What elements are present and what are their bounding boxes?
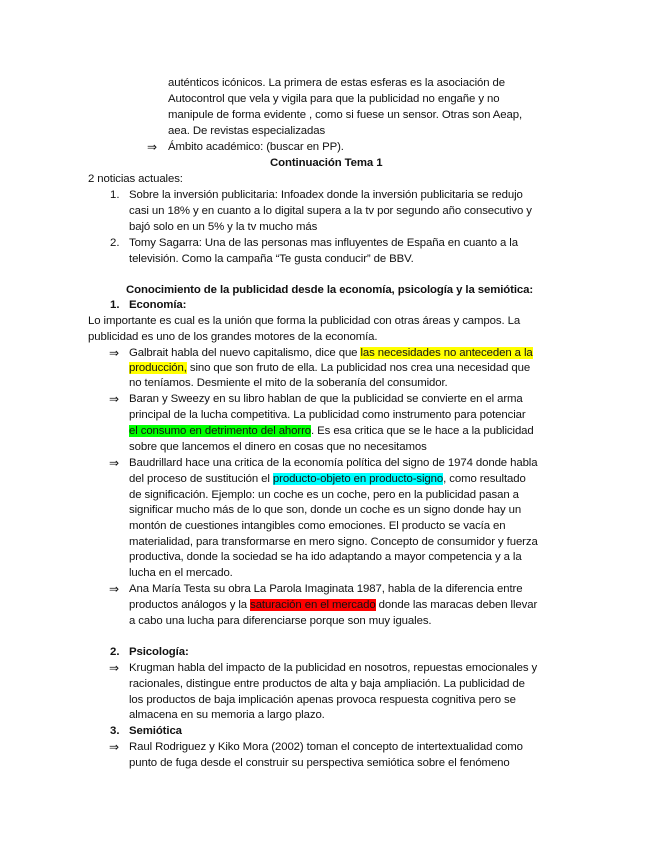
noticia-1-line-3: bajó solo en un 5% y la tv mucho más — [129, 221, 318, 233]
testa-line-3: a cabo una lucha para diferenciarse porque son muy iguales. — [129, 615, 432, 627]
arrow-bullet-icon: ⇒ — [109, 346, 120, 360]
section-number: 2. — [110, 646, 120, 658]
arrow-bullet-icon: ⇒ — [147, 140, 158, 154]
testa-line-2: productos análogos y la saturación en el mercado donde las maracas deben llevar — [129, 599, 538, 611]
economia-para-line-1: Lo importante es cual es la unión que forma la publicidad con otras áreas y campos. La — [88, 315, 521, 327]
baudrillard-line-4: significar mucho más de lo que son, donde un coche es un signo donde hay un — [129, 504, 522, 516]
baudrillard-line-1: Baudrillard hace una critica de la economía política del signo de 1974 donde habla — [129, 457, 538, 469]
krugman-line-2: racionales, distingue entre productos de alta y baja ampliación. La publicidad de — [129, 678, 525, 690]
ambito-academico: Ámbito académico: (buscar en PP). — [168, 141, 344, 153]
arrow-bullet-icon: ⇒ — [109, 661, 120, 675]
highlight-red: saturación en el mercado — [250, 599, 376, 611]
intro-line-3: manipule de forma evidente , como si fuese un sensor. Otras son Aeap, — [168, 109, 523, 121]
noticia-1-line-2: casi un 18% y en cuanto a lo digital supera a la tv por segundo año consecutivo y — [129, 205, 532, 217]
baudrillard-line-8: lucha en el mercado. — [129, 567, 233, 579]
krugman-line-4: almacena en su memoria a largo plazo. — [129, 709, 325, 721]
raul-line-2: punto de fuga desde el construir su perspectiva semiótica sobre el fenómeno — [129, 757, 510, 769]
arrow-bullet-icon: ⇒ — [109, 740, 120, 754]
highlight-cyan: producto-objeto en producto-signo — [272, 473, 444, 485]
krugman-line-1: Krugman habla del impacto de la publicidad en nosotros, repuestas emocionales y — [129, 662, 538, 674]
section-title-economia: Economía: — [129, 299, 187, 311]
conocimiento-heading: Conocimiento de la publicidad desde la economía, psicología y la semiótica: — [126, 284, 534, 296]
highlight-green: el consumo en detrimento del ahorro — [129, 425, 312, 437]
baran-line-2: principal de la lucha competitiva. La publicidad como instrumento para potenciar — [129, 409, 526, 421]
krugman-line-3: los productos de baja implicación apenas provoca respuesta cognitiva pero se — [129, 694, 516, 706]
section-title-semiotica: Semiótica — [129, 725, 182, 737]
section-title-continuacion: Continuación Tema 1 — [270, 157, 383, 169]
baudrillard-line-2: del proceso de sustitución el producto-objeto en producto-signo, como resultado — [129, 473, 526, 485]
section-title-psicologia: Psicología: — [129, 646, 189, 658]
baran-line-3: el consumo en detrimento del ahorro. Es esa critica que se le hace a la publicidad — [129, 425, 534, 437]
arrow-bullet-icon: ⇒ — [109, 582, 120, 596]
section-number: 3. — [110, 725, 120, 737]
noticia-2-line-2: televisión. Como la campaña “Te gusta conducir” de BBV. — [129, 253, 414, 265]
intro-line-1: auténticos icónicos. La primera de estas esferas es la asociación de — [168, 77, 506, 89]
highlight-yellow: las necesidades no anteceden a la — [360, 347, 533, 359]
galbrait-line-2: producción, sino que son fruto de ella. La publicidad nos crea una necesidad que — [129, 362, 531, 374]
raul-line-1: Raul Rodriguez y Kiko Mora (2002) toman el concepto de intertextualidad como — [129, 741, 523, 753]
economia-para-line-2: publicidad es uno de los grandes motores de la economía. — [88, 331, 378, 343]
galbrait-line-3: no teníamos. Desmiente el mito de la soberanía del consumidor. — [129, 377, 448, 389]
noticias-heading: 2 noticias actuales: — [88, 173, 183, 185]
highlight-yellow: producción, — [129, 362, 187, 374]
noticia-1-line-1: Sobre la inversión publicitaria: Infoadex donde la inversión publicitaria se redujo — [129, 189, 523, 201]
baudrillard-line-6: materialidad, para transformarse en mero signo. Concepto de consumidor y fuerza — [129, 536, 538, 548]
list-number: 1. — [110, 189, 120, 201]
arrow-bullet-icon: ⇒ — [109, 392, 120, 406]
list-number: 2. — [110, 237, 120, 249]
intro-line-2: Autocontrol que vela y vigila para que la publicidad no engañe y no — [168, 93, 500, 105]
baudrillard-line-7: productiva, donde la sociedad se ha ido adaptando a mayor competencia y a la — [129, 551, 522, 563]
intro-line-4: aea. De revistas especializadas — [168, 125, 326, 137]
baudrillard-line-5: montón de cuestiones intangibles como emociones. El producto se vacía en — [129, 520, 506, 532]
testa-line-1: Ana María Testa su obra La Parola Imaginata 1987, habla de la diferencia entre — [129, 583, 523, 595]
galbrait-line-1: Galbrait habla del nuevo capitalismo, dice que las necesidades no anteceden a la — [129, 347, 533, 359]
section-number: 1. — [110, 299, 120, 311]
baudrillard-line-3: de significación. Ejemplo: un coche es un coche, pero en la publicidad pasan a — [129, 489, 519, 501]
baran-line-1: Baran y Sweezy en su libro hablan de que la publicidad se convierte en el arma — [129, 393, 523, 405]
arrow-bullet-icon: ⇒ — [109, 456, 120, 470]
baran-line-4: sobre que lancemos el dinero en cosas que no necesitamos — [129, 441, 427, 453]
noticia-2-line-1: Tomy Sagarra: Una de las personas mas influyentes de España en cuanto a la — [129, 237, 518, 249]
